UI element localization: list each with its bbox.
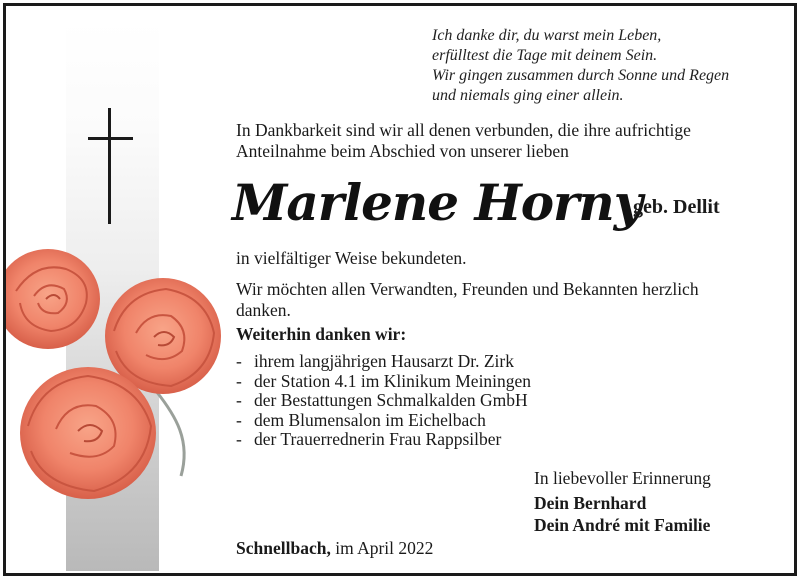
thanks-list (236, 352, 531, 450)
list-bullet: - (236, 351, 242, 371)
list-item (236, 430, 531, 450)
poem-line: und niemals ging einer allein. (432, 87, 624, 104)
thanks-text (236, 279, 699, 321)
list-item (236, 352, 531, 372)
poem-line: Wir gingen zusammen durch Sonne und Regen (432, 67, 730, 84)
closing-text: In liebevoller Erinnerung (534, 468, 711, 488)
intro-text (236, 120, 691, 162)
signature-line: Dein André mit Familie (534, 515, 711, 535)
birth-name: geb. Dellit (633, 196, 720, 218)
poem (432, 26, 729, 106)
list-item-text: der Station 4.1 im Klinikum Meiningen (254, 370, 532, 391)
place-date (236, 538, 433, 559)
rose-top-left (6, 249, 100, 349)
kundgetan-text: in vielfältiger Weise bekundeten. (236, 248, 467, 268)
roses-image (6, 241, 236, 511)
list-item (236, 372, 531, 392)
weiterhin-heading: Weiterhin danken wir: (236, 324, 407, 344)
list-bullet: - (236, 370, 242, 391)
list-bullet: - (236, 429, 242, 449)
poem-line: erfülltest die Tage mit deinem Sein. (432, 47, 658, 64)
list-bullet: - (236, 390, 242, 410)
list-item (236, 411, 531, 431)
thanks-line: Wir möchten allen Verwandten, Freunden und Bekannten herzlich (236, 279, 699, 299)
intro-line: In Dankbarkeit sind wir all denen verbunden, die ihre aufrichtige (236, 120, 691, 140)
intro-line: Anteilnahme beim Abschied von unserer lieben (236, 141, 569, 161)
deceased-name: Marlene Horny (232, 173, 642, 232)
list-item (236, 391, 531, 411)
place-name: Schnellbach, (236, 538, 331, 558)
signature-line: Dein Bernhard (534, 493, 647, 513)
rose-bottom (20, 367, 156, 499)
date-text: im April 2022 (335, 538, 434, 558)
list-item-text: der Bestattungen Schmalkalden GmbH (254, 390, 528, 410)
list-item-text: ihrem langjährigen Hausarzt Dr. Zirk (254, 351, 514, 371)
cross-icon (108, 108, 111, 224)
list-item-text: dem Blumensalon im Eichelbach (254, 409, 486, 430)
obituary-card (3, 3, 797, 576)
cross-icon-bar (88, 137, 133, 140)
list-item-text: der Trauerrednerin Frau Rappsilber (254, 429, 502, 449)
poem-line: Ich danke dir, du warst mein Leben, (432, 27, 662, 44)
list-bullet: - (236, 409, 242, 430)
thanks-line: danken. (236, 300, 291, 320)
